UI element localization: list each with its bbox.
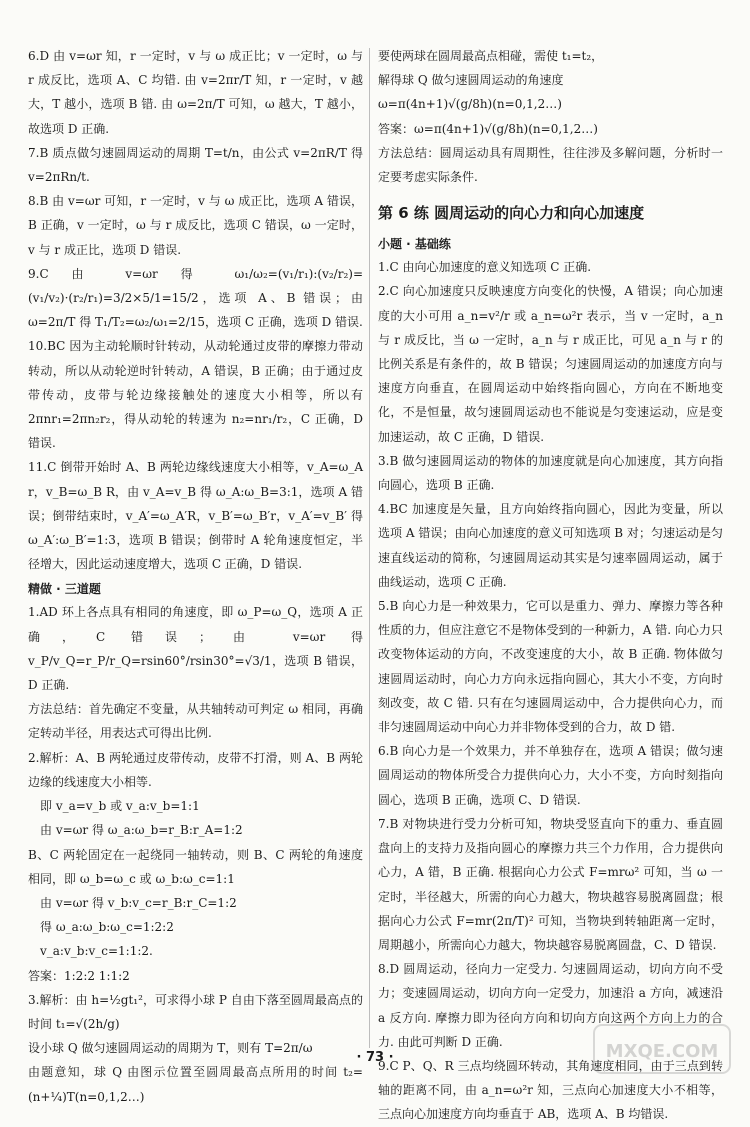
svg-text:MXQE.COM: MXQE.COM [605, 1041, 719, 1062]
left-paragraph: 设小球 Q 做匀速圆周运动的周期为 T，则有 T=2π/ω [28, 1041, 313, 1056]
watermark-logo [592, 1021, 732, 1077]
left-paragraph: 11.C 倒带开始时 A、B 两轮边缘线速度大小相等，v_A=ω_A r，v_B=ω_B R，由 v_A=v_B 得 ω_A:ω_B=3:1，选项 A 错误；倒带结束时，v_A′=ω_A′R，v_B′=ω_B′r，v_A′=v_B′ 得 ω_A′:ω_B′=1:3，选项 B 错误；倒带时 A 轮角速度恒定，半径增大，因此运动速度增大，选项 C 正确，D 错误. [28, 460, 363, 572]
left-column [28, 44, 363, 1109]
left-paragraph: v_a:v_b:v_c=1:1:2. [40, 944, 153, 959]
left-paragraph: 9.C 由 v=ωr 得 ω₁/ω₂=(v₁/r₁):(v₂/r₂)=(v₁/v₂)·(r₂/r₁)=3/2×5/1=15/2，选项 A、B 错误；由 ω=2π/T 得 T₁/T₂=ω₂/ω₁=2/15，选项 C 正确，选项 D 错误. [28, 266, 363, 330]
left-paragraph: 10.BC 因为主动轮顺时针转动，从动轮通过皮带的摩擦力带动转动，所以从动轮逆时针转动，A 错误，B 正确；由于通过皮带传动，皮带与轮边缘接触处的速度大小相等，所以有 2πnr₁=2πn₂r₂，得从动轮的转速为 n₂=nr₁/r₂，C 正确，D 错误. [28, 339, 363, 451]
right-paragraph: 6.B 向心力是一个效果力，并不单独存在，选项 A 错误；做匀速圆周运动的物体所受合力提供向心力，大小不变，方向时刻指向圆心，选项 B 正确，选项 C、D 错误. [378, 744, 723, 807]
right-paragraph: 4.BC 加速度是矢量，且方向始终指向圆心，因此为变量，所以选项 A 错误；由向心加速度的意义可知选项 B 对；匀速运动是匀速直线运动的简称，匀速圆周运动其实是匀速率圆周运动，属于曲线运动，选项 C 正确. [378, 502, 723, 589]
right-paragraph: 5.B 向心力是一种效果力，它可以是重力、弹力、摩擦力等各种性质的力，但应注意它不是物体受到的一种新力，A 错. 向心力只改变物体运动的方向，不改变速度的大小，故 B 正确. 物体做匀速圆周运动时，向心力方向永远指向圆心，其大小不变，方向时刻改变，故 C 错. 只有在匀速圆周运动中，合力提供向心力，而非匀速圆周运动中向心力并非物体受到的合力，故 D 错. [378, 599, 723, 735]
left-paragraph: 答案：1:2:2 1:1:2 [28, 968, 130, 983]
right-paragraph: 3.B 做匀速圆周运动的物体的加速度就是向心加速度，其方向指向圆心，选项 B 正确. [378, 453, 723, 493]
right-paragraph: 1.C 由向心加速度的意义知选项 C 正确. [378, 260, 592, 275]
left-paragraph: 3.解析：由 h=½gt₁²，可求得小球 P 自由下落至圆周最高点的时间 t₁=√(2h/g) [28, 992, 363, 1031]
left-paragraph: 即 v_a=v_b 或 v_a:v_b=1:1 [40, 799, 200, 814]
right-paragraph: 7.B 对物块进行受力分析可知，物块受竖直向下的重力、垂直圆盘向上的支持力及指向圆心的摩擦力共三个力作用，合力提供向心力，A 错，B 正确. 根据向心力公式 F=mrω² 可知，当 ω 一定时，半径越大，所需的向心力越大，物块越容易脱离圆盘；根据向心力公式 F=mr(2π/T)² 可知，当物块到转轴距离一定时，周期越小，所需向心力越大，物块越容易脱离圆盘，C、D 错误. [378, 816, 723, 952]
right-paragraph: 要使两球在圆周最高点相碰，需使 t₁=t₂， [378, 49, 604, 63]
left-paragraph: 7.B 质点做匀速圆周运动的周期 T=t/n，由公式 v=2πR/T 得 v=2πRn/t. [28, 145, 363, 185]
left-paragraph: 由 v=ωr 得 v_b:v_c=r_B:r_C=1:2 [40, 895, 237, 910]
page-number: · 73 · [356, 1050, 394, 1065]
right-paragraph: 8.D 圆周运动，径向力一定受力. 匀速圆周运动，切向方向不受力；变速圆周运动，切向方向一定受力，加速沿 a 方向，减速沿 a 反方向. 摩擦力即为径向方向和切向方向这两个方向上力的合力. 由此可判断 D 正确. [378, 962, 723, 1049]
right-paragraph: 方法总结：圆周运动具有周期性，往往涉及多解问题，分析时一定要考虑实际条件. [378, 145, 723, 185]
right-paragraph: ω=π(4n+1)√(g/8h)(n=0,1,2…) [378, 97, 562, 112]
section-heading: 小题 · 基础练 [378, 237, 451, 252]
right-column [378, 44, 723, 1127]
left-paragraph: B、C 两轮固定在一起绕同一轴转动，则 B、C 两轮的角速度相同，即 ω_b=ω_c 或 ω_b:ω_c=1:1 [28, 847, 363, 886]
left-paragraph: 8.B 由 v=ωr 可知，r 一定时，v 与 ω 成正比，选项 A 错误，B 正确，v 一定时，ω 与 r 成反比，选项 C 错误，ω 一定时，v 与 r 成正比，选项 D 错误. [28, 194, 363, 257]
left-paragraph: 得 ω_a:ω_b:ω_c=1:2:2 [40, 920, 174, 935]
practice-title: 第 6 练 圆周运动的向心力和向心加速度 [378, 204, 645, 223]
left-paragraph: 方法总结：首先确定不变量，从共轴转动可判定 ω 相同，再确定转动半径，用表达式可得出比例. [28, 702, 363, 741]
right-paragraph: 2.C 向心加速度只反映速度方向变化的快慢，A 错误；向心加速度的大小可用 a_n=v²/r 或 a_n=ω²r 表示，当 v 一定时，a_n 与 r 成反比，当 ω 一定时，a_n 与 r 成正比，可见 a_n 与 r 的比例关系是有条件的，故 B 错误；匀速圆周运动的加速度方向与速度方向垂直，在圆周运动中始终指向圆心，方向在不断地变化，不是恒量，故匀速圆周运动也不能说是匀变速运动，应是变加速运动，故 C 正确，D 错误. [378, 284, 723, 444]
left-paragraph: 2.解析：A、B 两轮通过皮带传动，皮带不打滑，则 A、B 两轮边缘的线速度大小相等. [28, 750, 363, 789]
left-paragraph: 1.AD 环上各点具有相同的角速度，即 ω_P=ω_Q，选项 A 正确，C 错误；由 v=ωr 得 v_P/v_Q=r_P/r_Q=rsin60°/rsin30°=√3/1，选项 B 错误，D 正确. [28, 605, 363, 693]
section-heading: 精做 · 三道题 [28, 582, 101, 597]
column-divider [369, 48, 370, 1048]
left-paragraph: 6.D 由 v=ωr 知，r 一定时，v 与 ω 成正比；v 一定时，ω 与 r 成反比，选项 A、C 均错. 由 v=2πr/T 知，r 一定时，v 越大，T 越小，选项 B 错. 由 ω=2π/T 可知，ω 越大，T 越小，故选项 D 正确. [28, 49, 363, 136]
right-paragraph: 9.C P、Q、R 三点均绕圆环转动，其角速度相同，由于三点到转轴的距离不同，由 a_n=ω²r 知，三点向心加速度大小不相等，三点向心加速度方向均垂直于 AB，选项 A、B 均错误. [378, 1058, 723, 1122]
left-paragraph: 由题意知，球 Q 由图示位置至圆周最高点所用的时间 t₂=(n+¼)T(n=0,1,2…) [28, 1065, 363, 1104]
right-paragraph: 解得球 Q 做匀速圆周运动的角速度 [378, 73, 564, 88]
right-paragraph: 答案：ω=π(4n+1)√(g/8h)(n=0,1,2…) [378, 121, 598, 136]
left-paragraph: 由 v=ωr 得 ω_a:ω_b=r_B:r_A=1:2 [40, 823, 243, 838]
